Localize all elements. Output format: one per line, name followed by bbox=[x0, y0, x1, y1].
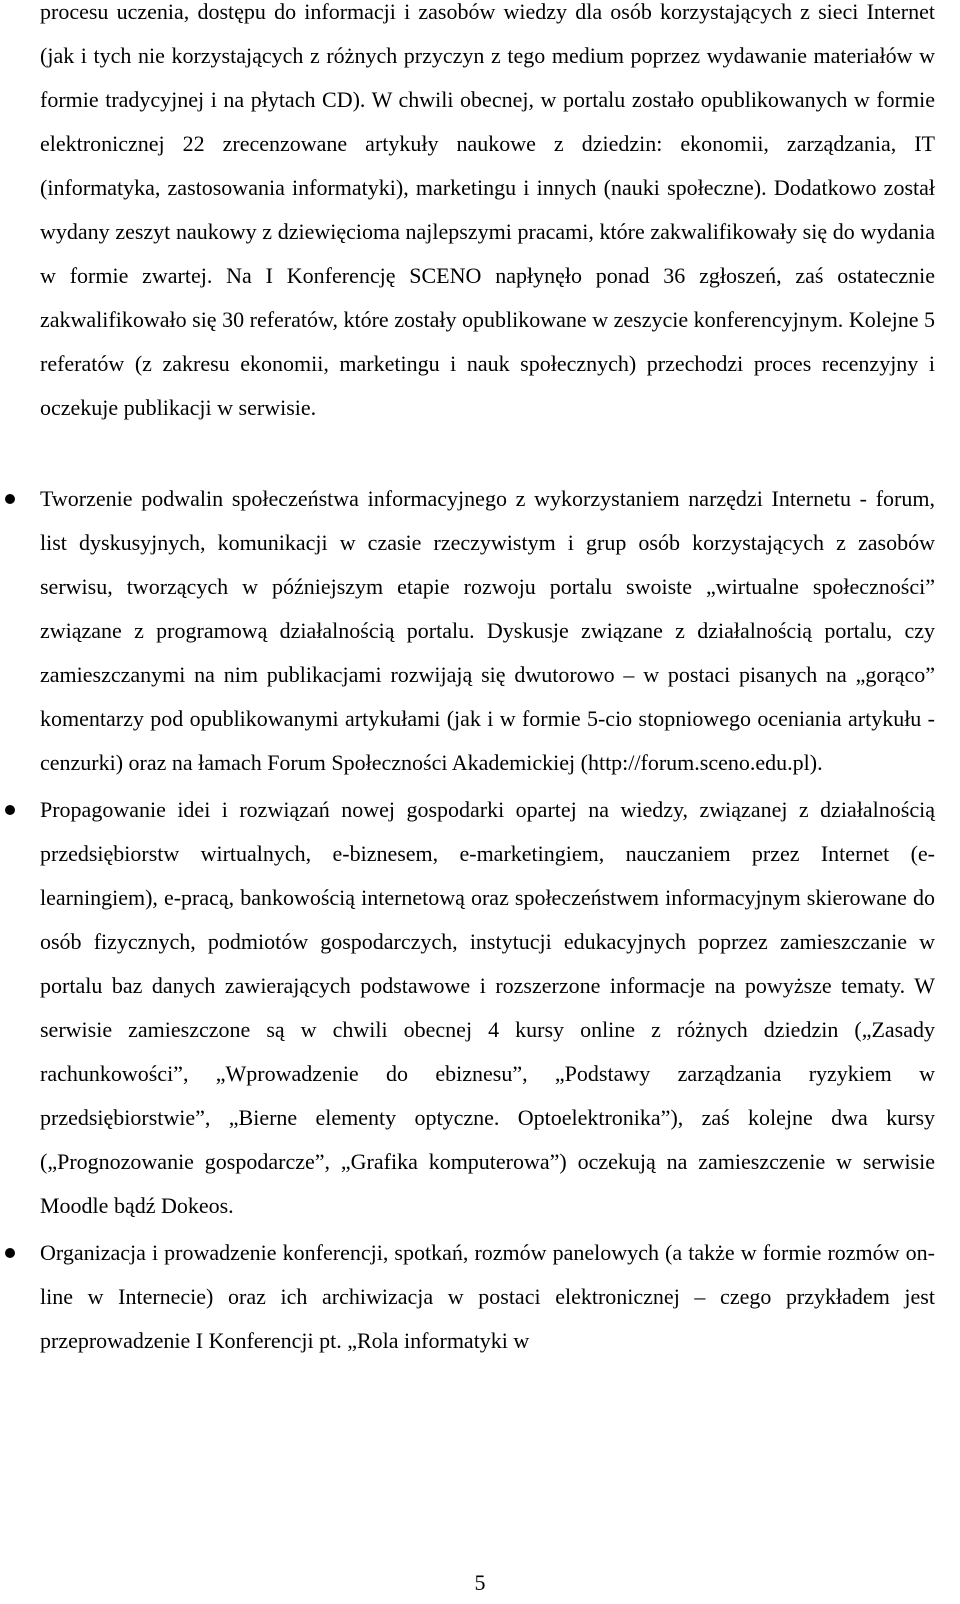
bullet-icon bbox=[5, 494, 15, 504]
list-item bbox=[0, 477, 935, 785]
continuation-paragraph: procesu uczenia, dostępu do informacji i zasobów wiedzy dla osób korzystających z sieci Internet (jak i tych nie korzystających z różnych przyczyn z tego medium poprzez wydawanie materiałów w formie tradycyjnej i na płytach CD). W chwili obecnej, w portalu zostało opublikowanych w formie elektronicznej 22 zrecenzowane artykuły naukowe z dziedzin: ekonomii, zarządzania, IT (informatyka, zastosowania informatyki), marketingu i innych (nauki społeczne). Dodatkowo został wydany zeszyt naukowy z dziewięcioma najlepszymi pracami, które zakwalifikowały się do wydania w formie zwartej. Na I Konferencję SCENO napłynęło ponad 36 zgłoszeń, zaś ostatecznie zakwalifikowało się 30 referatów, które zostały opublikowane w zeszycie konferencyjnym. Kolejne 5 referatów (z zakresu ekonomii, marketingu i nauk społecznych) przechodzi proces recenzyjny i oczekuje publikacji w serwisie. bbox=[40, 0, 935, 420]
list-item bbox=[0, 1231, 935, 1363]
bullet-icon bbox=[5, 805, 15, 815]
list-item-text: Organizacja i prowadzenie konferencji, spotkań, rozmów panelowych (a także w formie rozmów on-line w Internecie) oraz ich archiwizacja w postaci elektronicznej – czego przykładem jest przeprowadzenie I Konferencji pt. „Rola informatyki w bbox=[40, 1240, 935, 1353]
list-item-text: Propagowanie idei i rozwiązań nowej gospodarki opartej na wiedzy, związanej z działalnością przedsiębiorstw wirtualnych, e-biznesem, e-marketingiem, nauczaniem przez Internet (e-learningiem), e-pracą, bankowością internetową oraz społeczeństwem informacyjnym skierowane do osób fizycznych, podmiotów gospodarczych, instytucji edukacyjnych poprzez zamieszczanie w portalu baz danych zawierających podstawowe i rozszerzone informacje na powyższe tematy. W serwisie zamieszczone są w chwili obecnej 4 kursy online z różnych dziedzin („Zasady rachunkowości”, „Wprowadzenie do ebiznesu”, „Podstawy zarządzania ryzykiem w przedsiębiorstwie”, „Bierne elementy optyczne. Optoelektronika”), zaś kolejne dwa kursy („Prognozowanie gospodarcze”, „Grafika komputerowa”) oczekują na zamieszczenie w serwisie Moodle bądź Dokeos. bbox=[40, 797, 935, 1218]
bullet-icon bbox=[5, 1248, 15, 1258]
bullet-list bbox=[0, 477, 960, 1366]
page-number: 5 bbox=[474, 1570, 486, 1595]
list-item-text: Tworzenie podwalin społeczeństwa informacyjnego z wykorzystaniem narzędzi Internetu - forum, list dyskusyjnych, komunikacji w czasie rzeczywistym i grup osób korzystających z zasobów serwisu, tworzących w późniejszym etapie rozwoju portalu swoiste „wirtualne społeczności” związane z programową działalnością portalu. Dyskusje związane z działalnością portalu, czy zamieszczanymi na nim publikacjami rozwijają się dwutorowo – w postaci pisanych na „gorąco” komentarzy pod opublikowanymi artykułami (jak i w formie 5-cio stopniowego oceniania artykułu - cenzurki) oraz na łamach Forum Społeczności Akademickiej (http://forum.sceno.edu.pl). bbox=[40, 486, 935, 775]
list-item bbox=[0, 788, 935, 1228]
